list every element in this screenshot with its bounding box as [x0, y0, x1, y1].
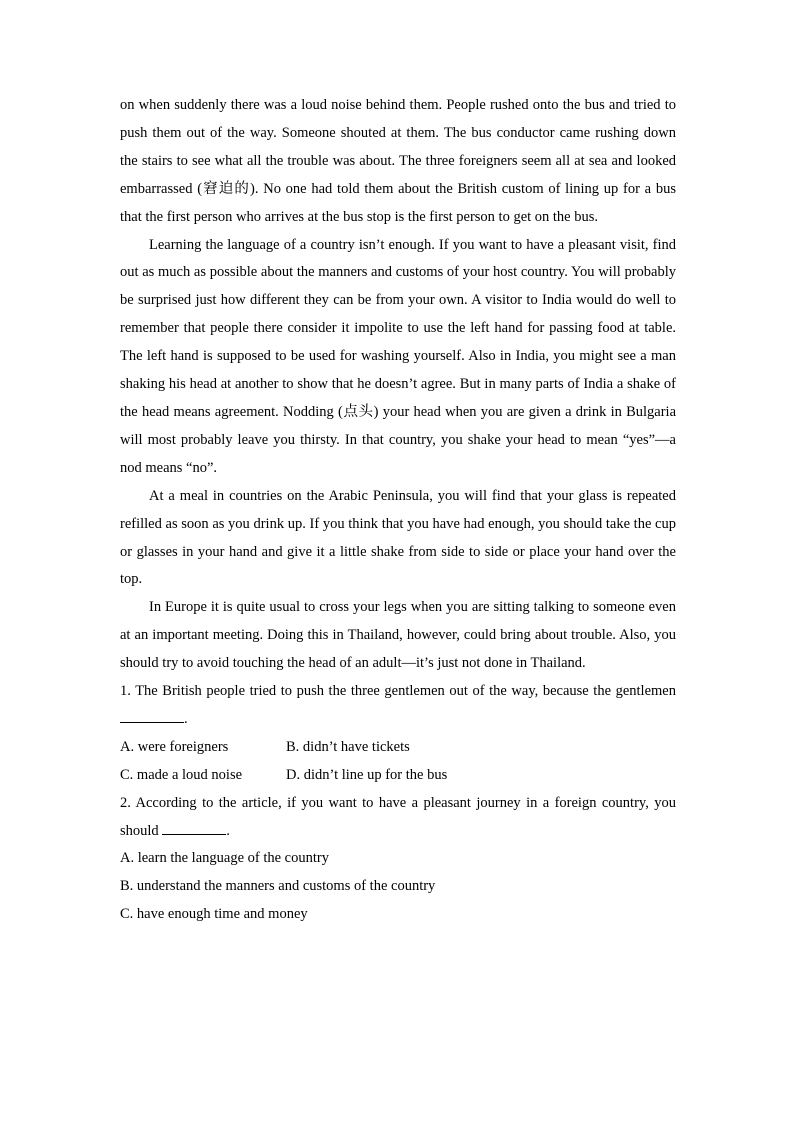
question-2-stem: 2. According to the article, if you want to have a pleasant journey in a foreign country, you should	[120, 794, 676, 839]
question-1-stem: 1. The British people tried to push the three gentlemen out of the way, because the gentlemen	[120, 683, 676, 700]
question-1	[120, 678, 676, 734]
question-1-end: .	[184, 710, 188, 727]
option-c: C. made a loud noise	[120, 766, 243, 783]
option-a: A. learn the language of the country	[120, 850, 329, 867]
question-1-options-row-2	[120, 762, 676, 790]
paragraph-3: At a meal in countries on the Arabic Peninsula, you will find that your glass is repeated refilled as soon as you drink up. If you think that you have had enough, you should take the cup or glasses in your hand and give it a little shake from side to side or place your hand over the top.	[120, 487, 676, 588]
option-c: C. have enough time and money	[120, 906, 308, 923]
question-2-end: .	[226, 822, 230, 839]
paragraph-2: Learning the language of a country isn’t enough. If you want to have a pleasant visit, find out as much as possible about the manners and customs of your host country. You will probably be surprised just how different they can be from your own. A visitor to India would do well to remember that people there consider it impolite to use the left hand for passing food at table. The left hand is supposed to be used for washing yourself. Also in India, you might see a man shaking his head at another to show that he doesn’t agree. But in many parts of India a shake of the head means agreement. Nodding (点头) your head when you are given a drink in Bulgaria will most probably leave you thirsty. In that country, you shake your head to mean “yes”—a nod means “no”.	[120, 236, 676, 476]
answer-blank	[162, 820, 226, 835]
paragraph-4: In Europe it is quite usual to cross your legs when you are sitting talking to someone even at an important meeting. Doing this in Thailand, however, could bring about trouble. Also, you should try to avoid touching the head of an adult—it’s just not done in Thailand.	[120, 599, 676, 672]
option-b: B. didn’t have tickets	[286, 738, 410, 755]
question-1-options-row-1	[120, 734, 676, 762]
option-d: D. didn’t line up for the bus	[286, 766, 448, 783]
option-a: A. were foreigners	[120, 738, 229, 755]
paragraph-1: on when suddenly there was a loud noise behind them. People rushed onto the bus and tried to push them out of the way. Someone shouted at them. The bus conductor came rushing down the stairs to see what all the trouble was about. The three foreigners seem all at sea and looked embarrassed (窘迫的). No one had told them about the British custom of lining up for a bus that the first person who arrives at the bus stop is the first person to get on the bus.	[120, 97, 676, 225]
question-2	[120, 790, 676, 846]
answer-blank	[120, 708, 184, 723]
option-b: B. understand the manners and customs of the country	[120, 878, 436, 895]
document-page	[120, 92, 676, 929]
